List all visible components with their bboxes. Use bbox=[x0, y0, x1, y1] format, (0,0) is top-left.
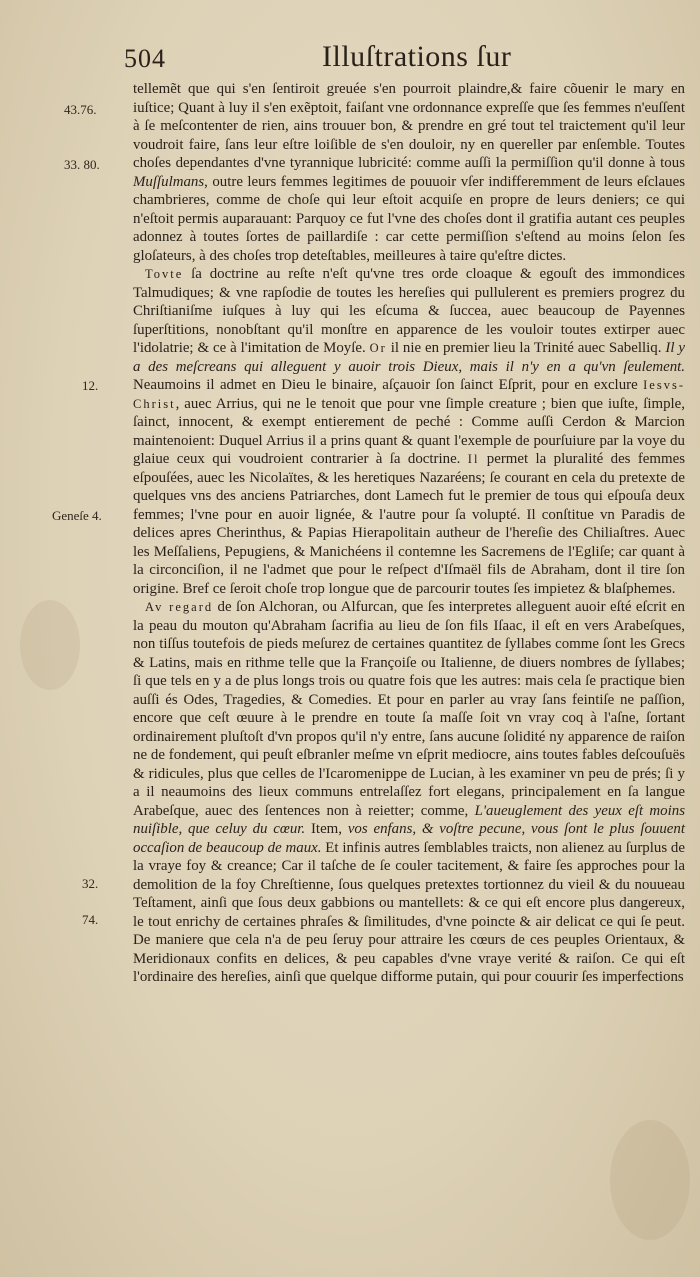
text-paragraph bbox=[133, 265, 685, 598]
italic-text: Muſſulmans bbox=[133, 173, 205, 190]
paper-stain bbox=[610, 1120, 690, 1240]
small-caps-text: Av regard bbox=[145, 600, 214, 614]
italic-text: L'aueuglement des yeux eſt moins nuiſible, que celuy du cœur. bbox=[133, 802, 685, 837]
text-run: ſa doctrine au reſte n'eſt qu'vne tres orde cloaque & egouſt des immondices Talmudiques; & vne rapſodie de toutes les hereſies qui pullulerent es premiers progrez du Chriſtianiſme iuſques à luy qui les eſcuma & ſuccea, auec beaucoup de Payennes ſuperſtitions, nonobſtant qu'il monſtre en apparence de les vouloir toutes extirper auec l'idolatrie; & ce à l'imitation de Moyſe. bbox=[133, 266, 685, 356]
text-run: Item, bbox=[305, 821, 348, 837]
margin-note: 12. bbox=[82, 378, 99, 393]
small-caps-text: Or bbox=[369, 341, 387, 355]
text-run: , auec Arrius, qui ne le tenoit que pour vne ſimple creature ; bien que iuſte, ſimple, ſainct, innocent, & exempt entierement de peché : Comme auſſi Cerdon & Marcion maintenoient: Duquel Arrius il a prins quant & quant l'exemple de pourſuiure par la voye du glaiue ceux qui voudroient contrarier à ſa doctrine. bbox=[133, 395, 685, 467]
text-run: Et infinis autres ſemblables traicts, non alienez au ſurplus de la vraye foy & creance; Car il taſche de ſe couler tacitement, & faire ſes approches pour la demolition de la foy Chreſtienne, ſous quelques pretextes tortionnez du vieil & du nouueau Teſtament, ainſi que ſous deux gabbions ou mantellets: & ce qui eſt encore plus dangereux, le tout enrichy de certaines phraſes & ſimilitudes, d'vne poincte & air delicat ce qui ſe peut. De maniere que cela n'a de peu ſeruy pour attraire les cœurs de ces peuples Orientaux, & Meridionaux confits en delices, & peu capables d'vne vraye verité & raiſon. Ce qui eſt l'ordinaire des hereſies, ainſi que quelque difforme putain, qui pour couurir ſes imperfections bbox=[133, 839, 685, 985]
margin-note: 32. bbox=[82, 876, 99, 891]
italic-text: Il y a des meſcreans qui alleguent y auoir trois Dieux, mais il n'y en a qu'vn ſeulement. bbox=[133, 340, 685, 375]
margin-note: 74. bbox=[82, 912, 99, 927]
text-run: permet la pluralité des femmes eſpouſées, auec les Nicolaïtes, & les heretiques Nazaréens; ſe courant en cela du pretexte de quelques vns des anciens Patriarches, dont Lamech fut le premier de tous qui eſpouſa deux femmes; l'vne pour en auoir lignée, & l'autre pour ſa volupté. Il conſtitue vn Paradis de delices apres Cherinthus, & Papias Hierapolitain autheur de l'hereſie des Chiliaſtres. Auec les Meſſaliens, Pepugiens, & Manichéens il contemne les Sacremens de l'Egliſe; car quant à la circonciſion, il ne l'admet que pour le reſpect d'Iſmaël fils de Abraham, dont il tire ſon origine. Bref ce ſeroit choſe trop longue que de parcourir toutes ſes impietez & blaſphemes. bbox=[133, 451, 685, 597]
margin-note: 33. 80. bbox=[64, 157, 100, 172]
text-run: de ſon Alchoran, ou Alfurcan, que ſes interpretes alleguent auoir eſté eſcrit en la peau du mouton qu'Abraham ſacrifia au lieu de ſon fils Iſaac, il eſt en vers Arabeſques, non tiſſus toutefois de pieds meſurez de certaines quantitez de ſyllabes comme ſont les Grecs & Latins, mais en rithme telle que la Françoiſe ou Italienne, de diuers nombres de ſyllabes; ſi que tels en y a de plus longs trois ou quatre fois que les autres: mais cela ſe practique bien auſſi és Odes, Tragedies, & Comedies. Et pour en parler au vray ſans feintiſe ne paſſion, encore que ceſt œuure à le prendre en toute ſa maſſe ſoit vn vray coq à l'aſne, ſortant ordinairement pluſtoſt d'vn propos qu'il n'y entre, ſans aucune ſolidité ny apparence de raiſon ne de fondement, qui peuſt eſbranler meſme vn eſprit mediocre, ains toutes fables deſcouſuës & ridicules, plus que celles de l'Icaromenippe de Lucian, à les examiner vn peu de prés; ſi y a il neaumoins des lieux communs entrelaſſez fort elegans, principalement en ſa langue Arabeſque, auec des ſentences non à reietter; comme, bbox=[133, 599, 685, 819]
running-title: Illuſtrations ſur bbox=[322, 40, 512, 73]
small-caps-text: Il bbox=[467, 452, 480, 466]
margin-note: Geneſe 4. bbox=[52, 508, 102, 523]
italic-text: vos enfans, & voſtre pecune, vous ſont le plus ſouuent occaſion de beaucoup de maux. bbox=[133, 821, 685, 856]
small-caps-text: Tovte bbox=[145, 267, 184, 281]
text-paragraph bbox=[133, 80, 685, 265]
text-paragraph bbox=[133, 598, 685, 987]
text-run: Neaumoins il admet en Dieu le binaire, aſçauoir ſon ſainct Eſprit, pour en exclure bbox=[133, 377, 644, 393]
small-caps-text: Iesvs-Christ bbox=[133, 378, 685, 411]
paper-stain bbox=[20, 600, 80, 690]
text-run: , outre leurs femmes legitimes de pouuoir vſer indifferemment de leurs eſclaues chambrieres, comme de choſe qui leur eſtoit acquiſe en propre de leurs deniers; ce qui n'eſtoit permis auparauant: Parquoy ce fut l'vne des choſes dont il gratifia autant ces peuples adonnez à toutes ſortes de paillardiſe : car cette permiſſion s'eſtend au moins ſelon ſes gloſateurs, à des choſes trop deteſtables, meilleures à taire qu'eſtre dictes. bbox=[133, 173, 685, 264]
main-text bbox=[133, 80, 685, 987]
page-header bbox=[0, 40, 700, 80]
page-number: 504 bbox=[124, 44, 166, 73]
margin-note: 43.76. bbox=[64, 102, 97, 117]
text-run: tellemẽt que qui s'en ſentiroit greuée s'en pourroit plaindre,& faire cõuenir le mary en iuſtice; Quant à luy il s'en exẽptoit, faiſant vne ordonnance expreſſe que ſes femmes n'euſſent à ſe meſcontenter de rien, ains trouuer bon, & prendre en gré tout tel traictement qu'il leur voudroit faire, ſans leur eſtre loiſible de s'en douloir, ny en quereller par enſemble. Toutes choſes dependantes d'vne tyrannique lubricité: comme auſſi la permiſſion qu'il donne à tous bbox=[133, 81, 685, 171]
text-run: il nie en premier lieu la Trinité auec Sabelliq. bbox=[386, 340, 666, 356]
